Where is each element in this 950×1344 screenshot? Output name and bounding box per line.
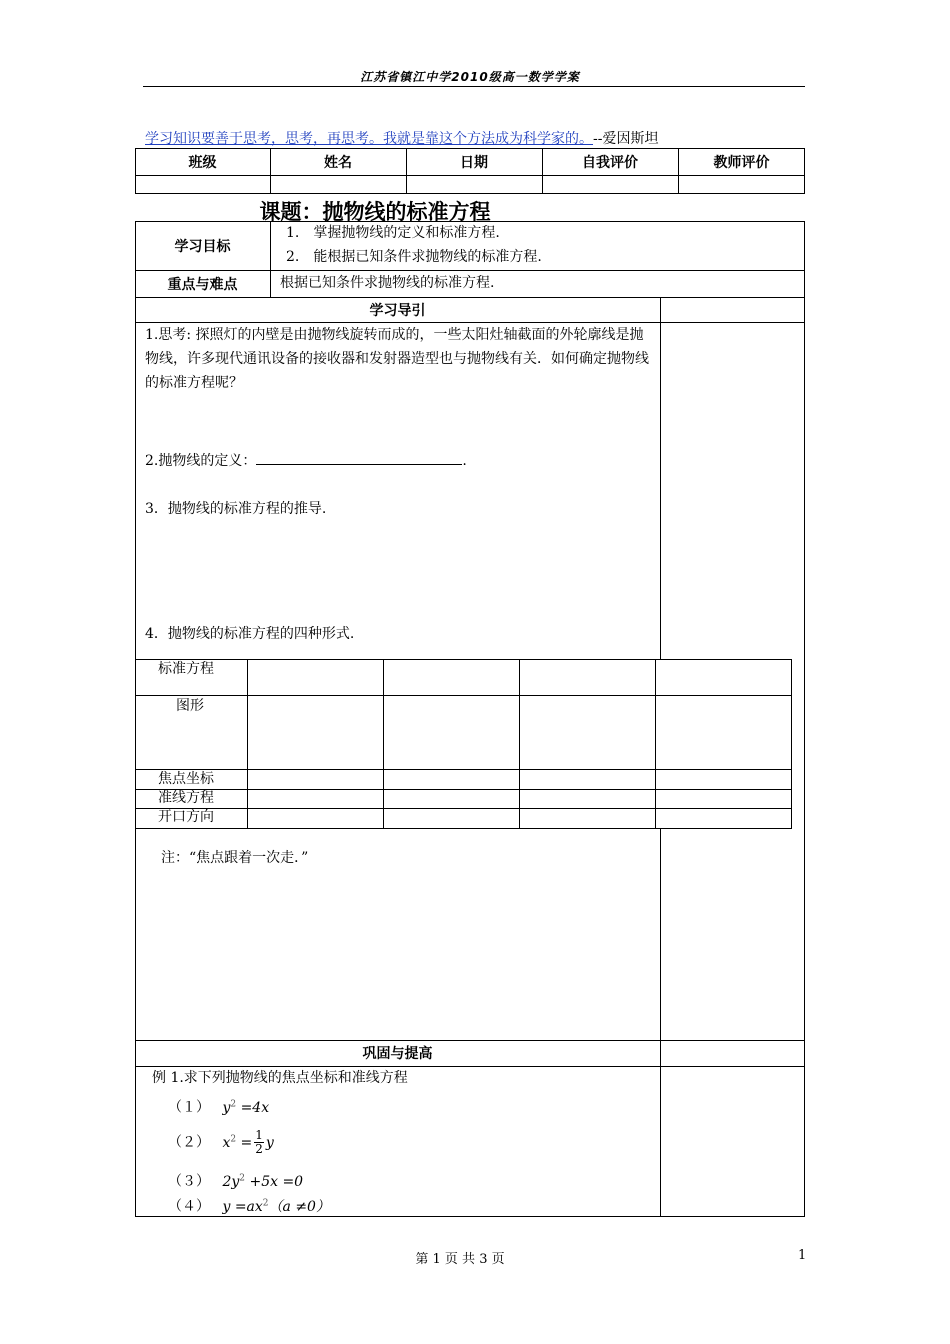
objective-item-2: 2. 能根据已知条件求抛物线的标准方程. <box>286 249 542 265</box>
definition-blank[interactable] <box>256 450 462 465</box>
note-text: 注：“焦点跟着一次走．” <box>161 850 309 866</box>
equation-1 <box>222 1100 269 1116</box>
equation-rhs: +5x =0 <box>249 1173 304 1190</box>
guide-question-2 <box>145 449 467 473</box>
objectives-label: 学习目标 <box>174 238 231 255</box>
equation-rhs: （a ≠0） <box>268 1198 330 1215</box>
guide-right-column-divider <box>660 297 661 659</box>
forms-row-focus: 焦点坐标 <box>158 771 214 787</box>
equation-lhs: 2y <box>222 1173 240 1190</box>
forms-row-graph: 图形 <box>176 698 204 714</box>
exponent: 2 <box>262 1198 269 1208</box>
guide-question-4: 4．抛物线的标准方程的四种形式. <box>145 626 355 642</box>
footer-page-number: 1 <box>798 1248 807 1263</box>
equation-4 <box>222 1199 330 1215</box>
example-item-4 <box>168 1193 330 1217</box>
info-header-class: 班级 <box>188 154 217 171</box>
fraction-numerator: 1 <box>255 1128 263 1143</box>
info-table-divider <box>135 175 805 176</box>
equation-equals: = <box>240 1134 253 1151</box>
equation-rhs: =4x <box>240 1099 270 1116</box>
equation-3 <box>222 1174 303 1190</box>
info-header-name: 姓名 <box>324 154 352 171</box>
example-item-1 <box>168 1094 269 1118</box>
forms-row-opening: 开口方向 <box>158 809 214 825</box>
item-number: （３） <box>168 1173 210 1190</box>
fraction <box>254 1129 264 1156</box>
example-title: 例 1.求下列抛物线的焦点坐标和准线方程 <box>152 1070 408 1086</box>
equation-lhs: y =ax <box>222 1198 263 1215</box>
equation-lhs: x <box>222 1134 231 1151</box>
consolidate-heading: 巩固与提高 <box>362 1046 433 1062</box>
header-rule <box>143 86 805 87</box>
guide-question-1: 1.思考: 探照灯的内壁是由抛物线旋转而成的，一些太阳灶轴截面的外轮廓线是抛物线，许多现代通讯设备的接收器和发射器造型也与抛物线有关．如何确定抛物线的标准方程呢？ <box>145 327 649 391</box>
item-number: （４） <box>168 1198 210 1215</box>
objective-item-1: 1. 掌握抛物线的定义和标准方程. <box>286 225 500 241</box>
key-points-text: 根据已知条件求抛物线的标准方程. <box>280 275 495 291</box>
forms-row-directrix: 准线方程 <box>158 790 214 806</box>
exponent: 2 <box>230 1134 237 1144</box>
info-header-teacher-eval: 教师评价 <box>713 154 770 171</box>
guide-question-2-suffix: . <box>462 453 467 469</box>
equation-lhs: y <box>222 1099 231 1116</box>
fraction-denominator: 2 <box>255 1142 263 1157</box>
footer-page-info: 第 1 页 共 3 页 <box>415 1252 505 1267</box>
quote-author: --爱因斯坦 <box>593 131 659 147</box>
equation-rhs: y <box>265 1134 274 1151</box>
quote-link[interactable]: 学习知识要善于思考，思考，再思考。我就是靠这个方法成为科学家的。 <box>145 131 593 147</box>
exponent: 2 <box>239 1173 246 1183</box>
lesson-title: 课题：抛物线的标准方程 <box>259 200 491 224</box>
forms-row-standard-equation: 标准方程 <box>158 661 214 677</box>
item-number: （１） <box>168 1099 210 1116</box>
guide-question-2-prefix: 2.抛物线的定义： <box>145 453 257 469</box>
guide-heading: 学习导引 <box>369 302 426 319</box>
quote-line <box>145 128 658 148</box>
equation-2 <box>222 1128 274 1157</box>
guide-question-3: 3．抛物线的标准方程的推导. <box>145 501 327 517</box>
info-header-self-eval: 自我评价 <box>582 154 638 171</box>
example-item-3 <box>168 1168 303 1192</box>
example-item-2 <box>168 1122 274 1160</box>
key-points-label: 重点与难点 <box>167 276 238 293</box>
info-header-date: 日期 <box>460 154 488 171</box>
forms-table <box>135 659 792 829</box>
exponent: 2 <box>230 1099 237 1109</box>
header-title: 江苏省镇江中学2010级高一数学学案 <box>360 70 580 84</box>
item-number: （２） <box>168 1134 210 1151</box>
